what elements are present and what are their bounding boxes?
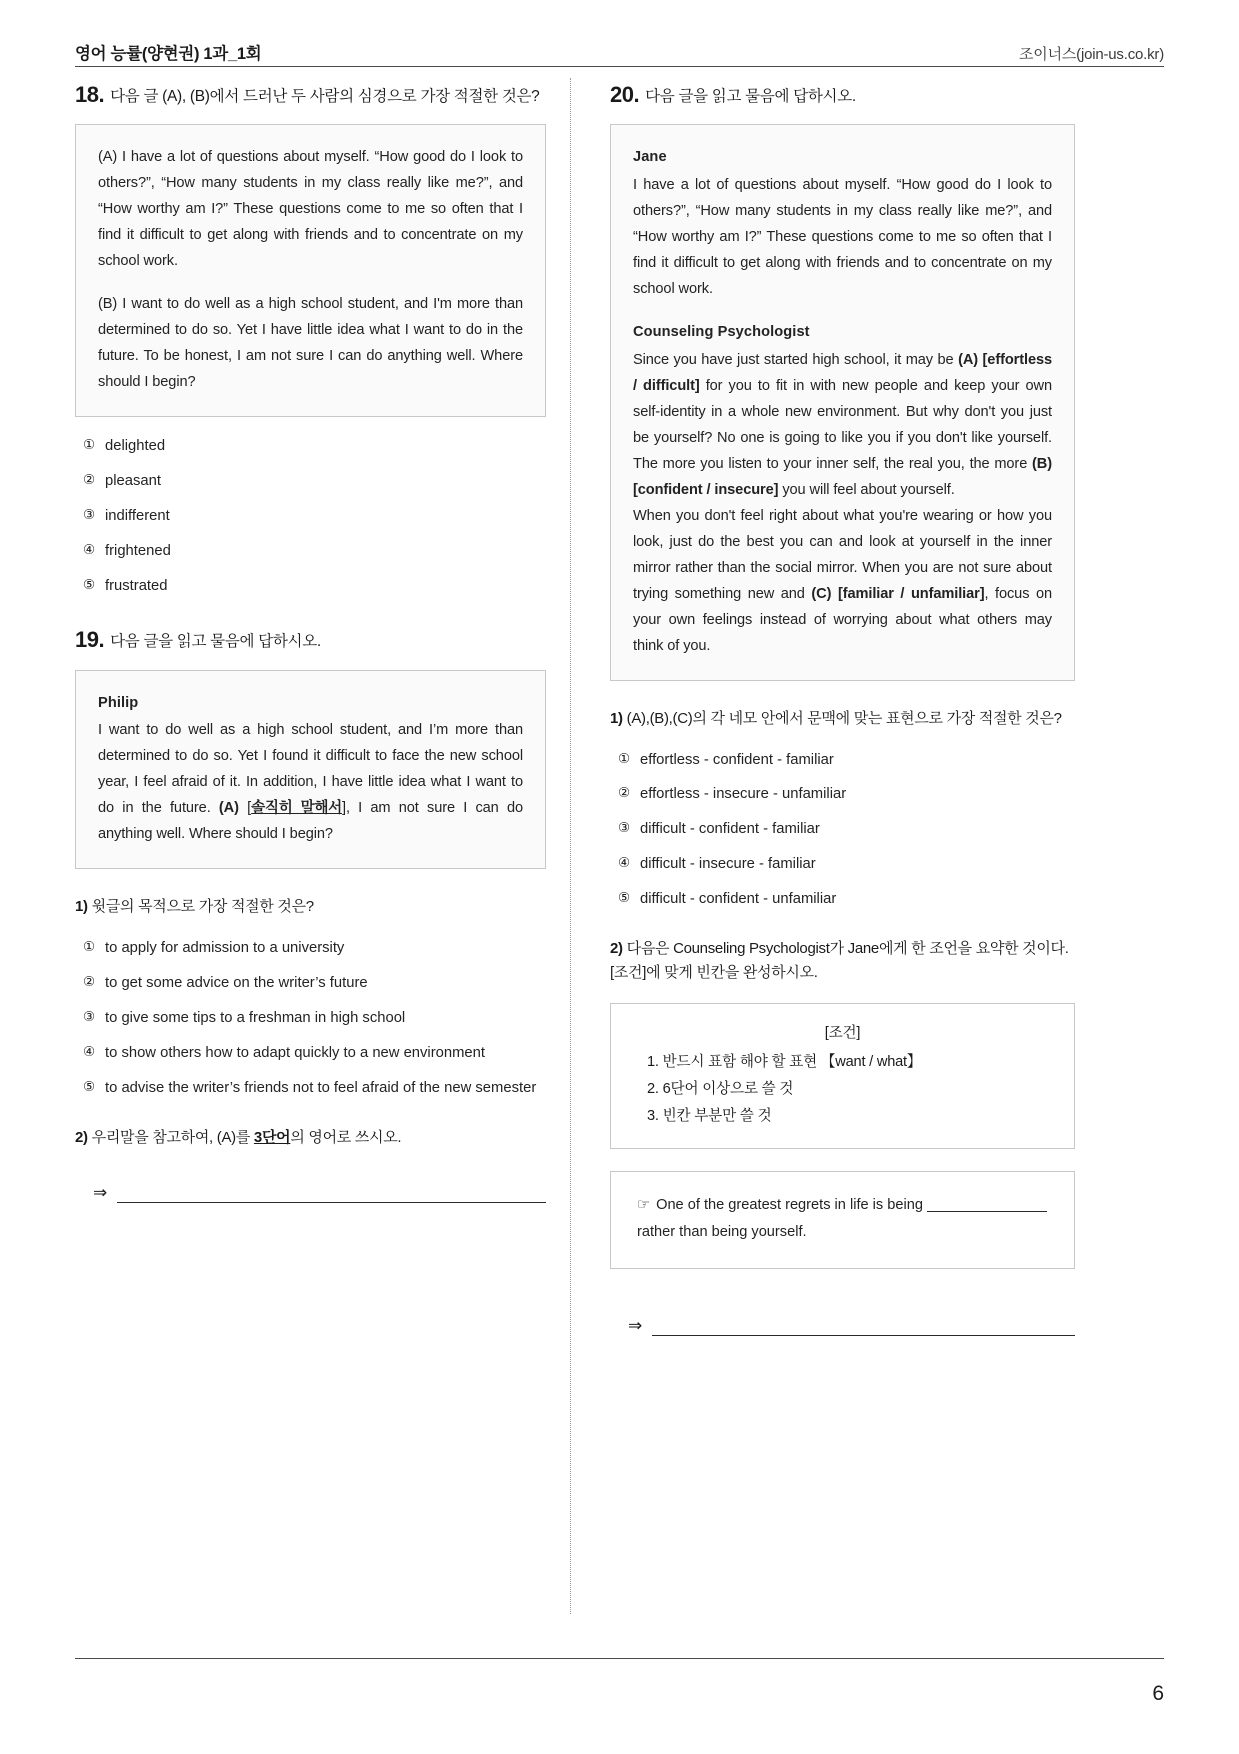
blank-input-line[interactable] [927,1211,1047,1212]
psych-text-1b: for you to fit in with new people and keep your own self-identity in a whole new environment. But why don't you just be yourself? No one is going to like you if you don't like yourself. The more you listen to your inner self, the real you, the more [633,377,1052,472]
condition-title: [조건] [824,1025,861,1042]
question-19-number: 19. [75,627,105,653]
choice-item[interactable] [75,972,546,995]
philip-text-part1: I want to do well as a high school student, and I’m more than determined to do so. Yet I found it difficult to face the new school year, I feel afraid of it. In addition, I have little idea what I want to do in the future. [98,722,523,817]
jane-passage-text: I have a lot of questions about myself. “How good do I look to others?”, “How many students in my class really like me?”, and “How worthy am I?” These questions come to me so often that I find it difficult to get along with friends and to concentrate on my school work. [633,177,1052,297]
sub-question-number: 2) [75,1128,88,1146]
question-18-heading [75,78,546,112]
choice-item[interactable] [610,888,1075,911]
choice-marker: ⑤ [83,1079,96,1095]
choice-item[interactable] [75,937,546,960]
header-divider [75,66,1164,67]
header-site-credit: 조이너스(join-us.co.kr) [1018,46,1164,63]
psych-text-2a: When you don't feel right about what you're wearing or how you look, just do the best you can and look at yourself in the inner mirror rather than the social mirror. When you are not sure about trying something new and [633,507,1052,602]
choice-marker: ④ [83,1044,96,1060]
header-title: 영어 능률(양현권) 1과_1회 [75,45,262,63]
sub-question-prompt: (A),(B),(C)의 각 네모 안에서 문맥에 맞는 표현으로 가장 적절한 것은? [626,709,1062,727]
psych-text-2b: , focus on your own feelings instead of worrying about what others may think of you. [633,585,1053,654]
psych-text-1a: Since you have just started high school, it may be [633,351,959,368]
choice-label: pleasant [105,472,161,489]
question-20-heading [610,78,1075,112]
philip-passage-text [98,718,523,848]
speaker-name-jane: Jane [633,149,667,166]
answer-write-rule[interactable] [117,1192,546,1203]
question-19-sub1-choices [75,937,546,1100]
sub-question-number: 1) [610,709,623,727]
blank-choice-a: (A) [effortless / difficult] [633,351,1052,394]
choice-label: frightened [105,542,171,559]
page-header [75,30,1164,64]
choice-label: effortless - insecure - unfamiliar [640,786,847,803]
blank-sentence-before: One of the greatest regrets in life is being [656,1197,928,1214]
choice-marker: ⑤ [83,576,96,592]
two-column-body [75,78,1164,1614]
choice-label: frustrated [105,577,168,594]
blank-choice-c: (C) [familiar / unfamiliar] [811,585,985,602]
choice-item[interactable] [75,575,546,598]
condition-box [610,1003,1075,1149]
answer-write-rule[interactable] [652,1325,1075,1336]
choice-marker: ① [83,436,96,452]
question-20-passage-box [610,124,1075,680]
choice-label: to show others how to adapt quickly to a new environment [105,1045,486,1062]
question-20 [610,78,1075,1336]
speaker-name-philip: Philip [98,694,139,711]
choice-item[interactable] [610,749,1075,772]
choice-label: to get some advice on the writer’s future [105,975,368,992]
choice-label: to give some tips to a freshman in high school [105,1010,406,1027]
question-20-answer-line[interactable] [610,1317,1075,1336]
question-20-sub1-choices [610,749,1075,912]
choice-marker: ⑤ [618,890,631,906]
choice-marker: ① [618,750,631,766]
choice-item[interactable] [610,818,1075,841]
choice-marker: ② [83,471,96,487]
question-18-choices [75,435,546,598]
choice-marker: ② [618,785,631,801]
column-divider [570,78,572,1614]
choice-label: effortless - confident - familiar [640,751,834,768]
question-19-passage-box [75,670,546,870]
question-18-passage-box [75,124,546,417]
sub-question-prompt-part2: 의 영어로 쓰시오. [290,1128,402,1146]
choice-label: to apply for admission to a university [105,940,345,957]
choice-label: to advise the writer’s friends not to feel afraid of the new semester [105,1080,537,1097]
psych-text-1c: you will feel about yourself. [778,481,955,498]
choice-item[interactable] [75,435,546,458]
choice-marker: ④ [83,541,96,557]
choice-item[interactable] [75,470,546,493]
question-19-sub2-heading [75,1126,546,1150]
choice-item[interactable] [75,1077,546,1100]
right-column [580,78,1075,1614]
question-20-sub2-heading [610,937,1075,985]
passage-a-text: (A) I have a lot of questions about myself. “How good do I look to others?”, “How many students in my class really like me?”, and “How worthy am I?” These questions come to me so often that I find it difficult to get along with friends and to concentrate on my school work. [98,149,523,269]
question-19-answer-line[interactable] [75,1184,546,1203]
word-count-requirement: 3단어 [253,1128,291,1146]
question-20-sub1-heading [610,707,1075,731]
psychologist-paragraph-2 [633,504,1052,660]
question-19-sub1-heading [75,895,546,919]
passage-b-text: (B) I want to do well as a high school student, and I'm more than determined to do so. Yet I have little idea what I want to do in the future. To be honest, I am not sure I can do anything well. Where should I begin? [98,295,523,390]
bracket-open: [ [238,800,252,817]
choice-marker: ③ [83,506,96,522]
choice-marker: ① [83,939,96,955]
blank-label-a: (A) [218,800,239,817]
blank-choice-b: (B) [confident / insecure] [633,455,1052,498]
bracket-close: ] [341,800,346,817]
sub-question-number: 2) [610,940,623,958]
choice-item[interactable] [610,853,1075,876]
choice-label: delighted [105,437,166,454]
sub-question-prompt: 윗글의 목적으로 가장 적절한 것은? [91,898,314,916]
hand-pointer-icon: ☞ [637,1197,651,1214]
question-19-prompt: 다음 글을 읽고 물음에 답하시오. [110,633,321,651]
sub-question-number: 1) [75,898,88,916]
choice-item[interactable] [75,540,546,563]
choice-item[interactable] [75,505,546,528]
question-18-number: 18. [75,82,105,107]
condition-item: 2. 6단어 이상으로 쓸 것 [647,1081,794,1098]
speaker-name-counseling-psychologist: Counseling Psychologist [633,323,810,340]
choice-marker: ③ [618,820,631,836]
question-18 [75,78,546,597]
fill-in-blank-box [610,1171,1075,1269]
arrow-right-icon: ⇒ [93,1182,108,1202]
korean-hint-blank-a: 솔직히 말해서 [251,800,342,817]
choice-marker: ② [83,974,96,990]
question-18-prompt: 다음 글 (A), (B)에서 드러난 두 사람의 심경으로 가장 적절한 것은? [110,88,540,105]
left-column [75,78,570,1614]
choice-label: difficult - confident - familiar [640,821,820,838]
choice-label: difficult - confident - unfamiliar [640,891,837,908]
condition-item: 3. 빈칸 부분만 쓸 것 [647,1108,772,1125]
choice-marker: ③ [83,1009,96,1025]
psychologist-paragraph-1 [633,348,1052,504]
choice-label: indifferent [105,507,170,524]
question-19 [75,623,546,1203]
page-number: 6 [1152,1682,1164,1705]
sub-question-prompt: 다음은 Counseling Psychologist가 Jane에게 한 조언을 요약한 것이다. [조건]에 맞게 빈칸을 완성하시오. [610,940,1069,982]
question-19-heading [75,623,546,657]
footer-divider [75,1658,1164,1659]
question-20-prompt: 다음 글을 읽고 물음에 답하시오. [645,88,856,105]
choice-item[interactable] [75,1007,546,1030]
sub-question-prompt-part1: 우리말을 참고하여, (A)를 [91,1128,254,1146]
choice-marker: ④ [618,855,631,871]
question-20-number: 20. [610,82,640,107]
blank-sentence-after: rather than being yourself. [637,1224,807,1241]
choice-label: difficult - insecure - familiar [640,856,816,873]
arrow-right-icon: ⇒ [628,1316,643,1336]
choice-item[interactable] [610,783,1075,806]
choice-item[interactable] [75,1042,546,1065]
condition-item: 1. 반드시 표함 해야 할 표현 【want / what】 [647,1054,922,1071]
philip-text-part2: , I am not sure I can do anything well. Where should I begin? [98,800,523,843]
